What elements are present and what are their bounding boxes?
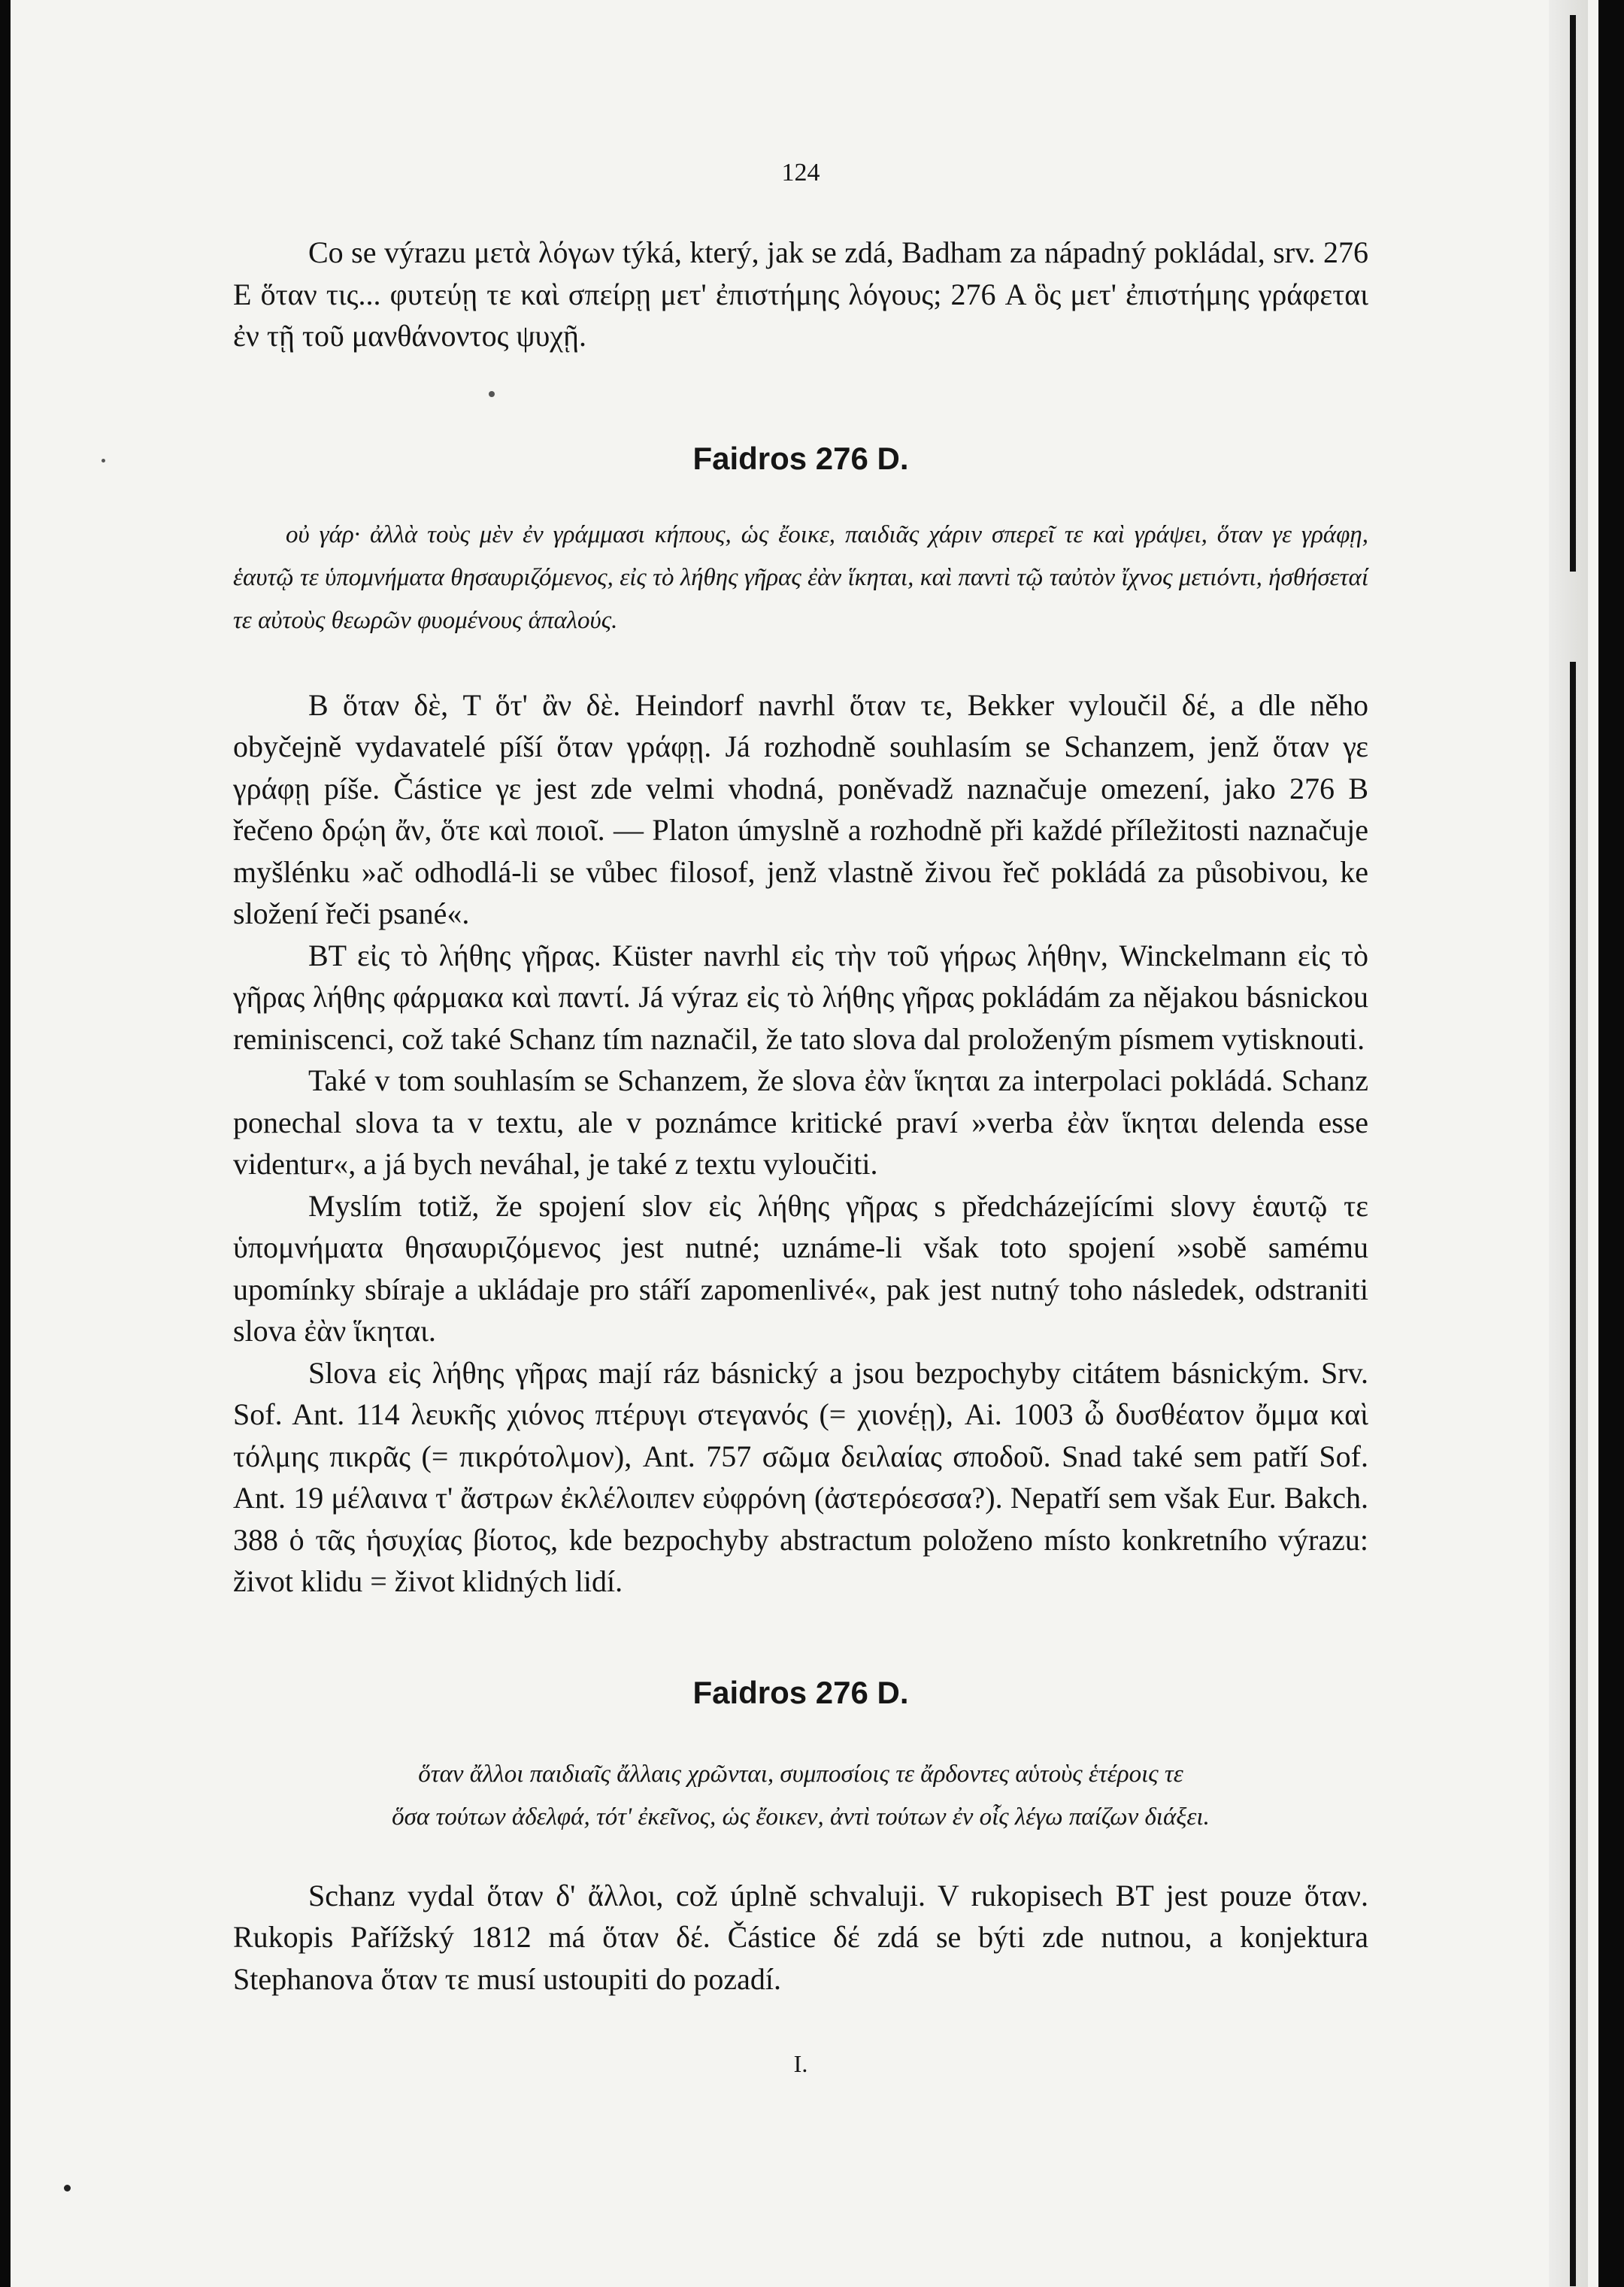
speck xyxy=(102,459,105,463)
speck xyxy=(64,2185,71,2191)
page-right-edge xyxy=(1549,0,1588,2287)
greek-quotation-1: οὐ γάρ· ἀλλὰ τοὺς μὲν ἐν γράμμασι κήπους, ὡς ἔοικε, παιδιᾶς χάριν σπερεῖ τε καὶ γράψει, ὅταν γε γράφῃ, ἑαυτῷ τε ὑπομνήματα θησαυριζόμενος, εἰς τὸ λήθης γῆρας ἐὰν ἵκηται, καὶ παντὶ τῷ ταὐτὸν ἴχνος μετιόντι, ἡσθήσεταί τε αὐτοὺς θεωρῶν φυομένους ἁπαλούς. xyxy=(233,520,1368,634)
commentary-paragraph-4: Myslím totiž, že spojení slov εἰς λήθης γῆρας s předcházejícími slovy ἑαυτῷ τε ὑπομνήματα θησαυριζόμενος jest nutné; uznáme-li však toto spojení »sobě samému upomínky sbíraje a ukládaje pro stáří zapomenlivé«, pak jest nutný toho následek, odstraniti slova ἐὰν ἵκηται. xyxy=(233,1188,1368,1348)
commentary-paragraph-1: B ὅταν δὲ, T ὅτ' ἂν δὲ. Heindorf navrhl ὅταν τε, Bekker vyloučil δέ, a dle něho obyčejně vydavatelé píší ὅταν γράφῃ. Já rozhodně souhlasím se Schanzem, jenž ὅταν γε γράφῃ píše. Částice γε jest zde velmi vhodná, poněvadž naznačuje omezení, jako 276 B řečeno δρῴη ἄν, ὅτε καὶ ποιοῖ. — Platon úmyslně a rozhodně při každé příležitosti naznačuje myšlénku »ač odhodlá-li se vůbec filosof, jenž vlastně živou řeč pokládá za působivou, ke složení řeči psané«. xyxy=(233,687,1368,930)
commentary-paragraph-6: Schanz vydal ὅταν δ' ἄλλοι, což úplně schvaluji. V rukopisech BT jest pouze ὅταν. Rukopis Pařížský 1812 má ὅταν δέ. Částice δέ zdá se býti zde nutnou, a konjektura Stephanova ὅταν τε musí ustoupiti do pozadí. xyxy=(233,1878,1368,1996)
greek-quotation-2-line-2: ὅσα τούτων ἀδελφά, τότ' ἐκεῖνος, ὡς ἔοικεν, ἀντὶ τούτων ἐν οἷς λέγω παίζων διάξει. xyxy=(392,1803,1210,1831)
section-heading-1: Faidros 276 D. xyxy=(692,440,909,476)
commentary-paragraph-5: Slova εἰς λήθης γῆρας mají ráz básnický a jsou bezpochyby citátem básnickým. Srv. Sof. Ant. 114 λευκῆς χιόνος πτέρυγι στεγανός (= χιονέῃ), Ai. 1003 ὦ δυσθέατον ὄμμα καὶ τόλμης πικρᾶς (= πικρότολμον), Ant. 757 σῶμα δειλαίας σποδοῦ. Snad také sem patří Sof. Ant. 19 μέλαινα τ' ἄστρων ἐκλέλοιπεν εὐφρόνη (ἀστερόεσσα?). Nepatří sem však Eur. Bakch. 388 ὁ τᾶς ἡσυχίας βίοτος, kde bezpochyby abstractum položeno místo konkretního výrazu: život klidu = život klidných lidí. xyxy=(233,1355,1368,1598)
binding-shadow-top xyxy=(1570,15,1576,572)
greek-quotation-2-line-1: ὅταν ἄλλοι παιδιαῖς ἄλλαις χρῶνται, συμποσίοις τε ἄρδοντες αὑτοὺς ἑτέροις τε xyxy=(418,1760,1183,1788)
signature-mark: I. xyxy=(793,2050,808,2077)
intro-paragraph: Co se výrazu μετὰ λόγων týká, který, jak se zdá, Badham za nápadný pokládal, srv. 276 E ὅταν τις... φυτεύῃ τε καὶ σπείρῃ μετ' ἐπιστήμης λόγους; 276 A ὃς μετ' ἐπιστήμης γράφεται ἐν τῇ τοῦ μανθάνοντος ψυχῇ. xyxy=(233,235,1368,353)
commentary-paragraph-3: Také v tom souhlasím se Schanzem, že slova ἐὰν ἵκηται za interpolaci pokládá. Schanz ponechal slova ta v textu, ale v poznámce kritické praví »verba ἐὰν ἵκηται delenda esse videntur«, a já bych neváhal, je také z textu vyloučiti. xyxy=(233,1063,1368,1181)
section-heading-2: Faidros 276 D. xyxy=(692,1674,909,1710)
commentary-paragraph-2: BT εἰς τὸ λήθης γῆρας. Küster navrhl εἰς τὴν τοῦ γήρως λήθην, Winckelmann εἰς τὸ γῆρας λήθης φάρμακα καὶ παντί. Já výraz εἰς τὸ λήθης γῆρας pokládám za nějakou básnickou reminiscenci, což také Schanz tím naznačil, že tato slova dal proloženým písmem vytisknouti. xyxy=(233,938,1368,1056)
page-content xyxy=(233,158,1368,2085)
greek-quotation-2 xyxy=(233,1753,1368,1839)
page-number: 124 xyxy=(781,159,820,187)
binding-shadow-bottom xyxy=(1570,662,1576,2286)
